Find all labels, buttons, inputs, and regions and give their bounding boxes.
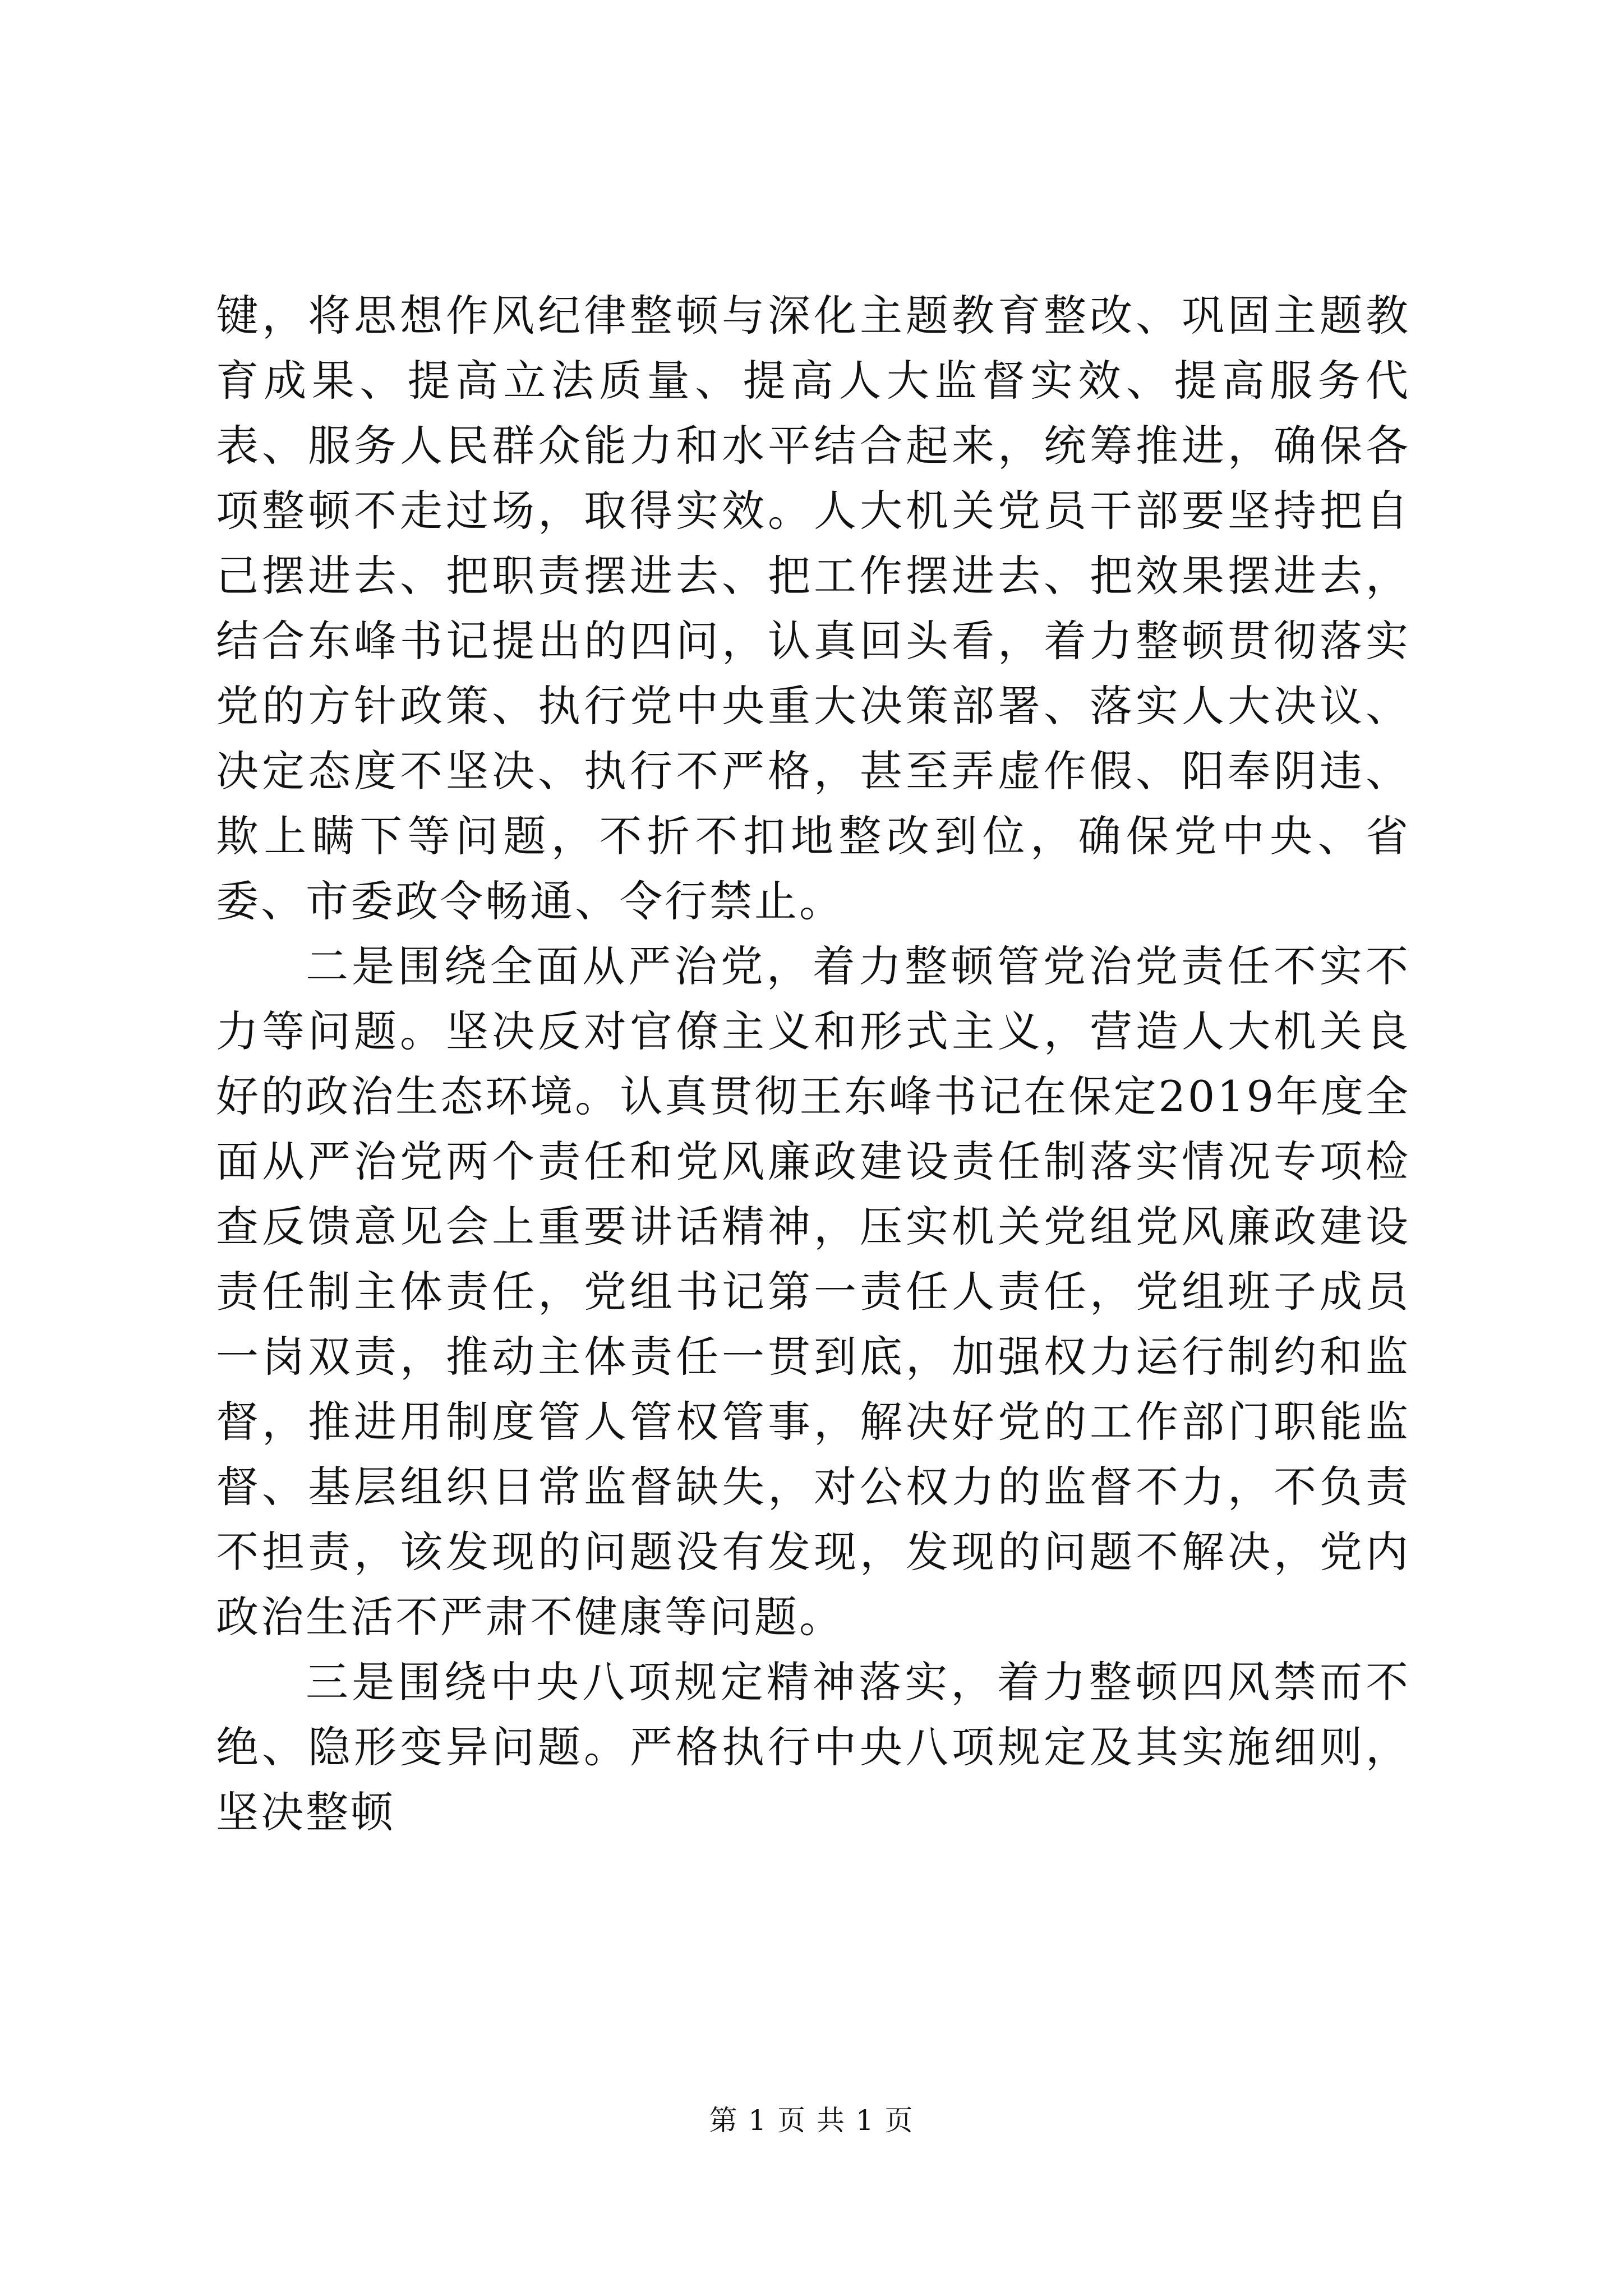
- page-footer: 第 1 页 共 1 页: [709, 2104, 914, 2137]
- paragraph-2: 二是围绕全面从严治党，着力整顿管党治党责任不实不力等问题。坚决反对官僚主义和形式主义，营造人大机关良好的政治生态环境。认真贯彻王东峰书记在保定2019年度全面从严治党两个责任和党风廉政建设责任制落实情况专项检查反馈意见会上重要讲话精神，压实机关党组党风廉政建设责任制主体责任，党组书记第一责任人责任，党组班子成员一岗双责，推动主体责任一贯到底，加强权力运行制约和监督，推进用制度管人管权管事，解决好党的工作部门职能监督、基层组织日常监督缺失，对公权力的监督不力，不负责不担责，该发现的问题没有发现，发现的问题不解决，党内政治生活不严肃不健康等问题。: [216, 941, 1410, 1642]
- paragraph-3: 三是围绕中央八项规定精神落实，着力整顿四风禁而不绝、隐形变异问题。严格执行中央八项规定及其实施细则，坚决整顿: [216, 1657, 1410, 1837]
- document-body: [216, 283, 1410, 1845]
- paragraph-1: 键，将思想作风纪律整顿与深化主题教育整改、巩固主题教育成果、提高立法质量、提高人大监督实效、提高服务代表、服务人民群众能力和水平结合起来，统筹推进，确保各项整顿不走过场，取得实效。人大机关党员干部要坚持把自己摆进去、把职责摆进去、把工作摆进去、把效果摆进去，结合东峰书记提出的四问，认真回头看，着力整顿贯彻落实党的方针政策、执行党中央重大决策部署、落实人大决议、决定态度不坚决、执行不严格，甚至弄虚作假、阳奉阴违、欺上瞒下等问题，不折不扣地整改到位，确保党中央、省委、市委政令畅通、令行禁止。: [216, 291, 1410, 926]
